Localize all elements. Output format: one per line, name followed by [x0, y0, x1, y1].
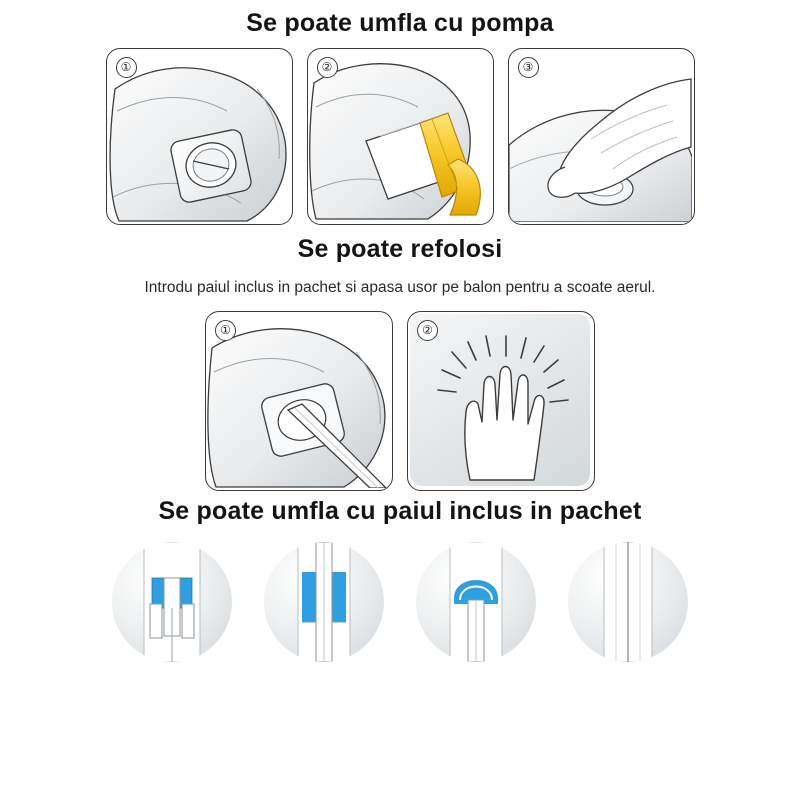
circle-straw-valve-detail-closed: [568, 542, 688, 662]
section-title-reuse: Se poate refolosi: [297, 235, 503, 263]
circle-straw-valve-detail-open: [112, 542, 232, 662]
step-number-badge: ②: [317, 57, 338, 78]
valve-detail-open-illustration: [112, 542, 232, 662]
hand-press-valve-illustration: [509, 49, 692, 222]
panel-valve-closeup: [106, 48, 293, 225]
step-number-badge: ②: [417, 320, 438, 341]
panel-pump-nozzle-insert: [307, 48, 494, 225]
reuse-steps-row: [0, 311, 800, 491]
valve-detail-inserted-illustration: [264, 542, 384, 662]
straw-into-valve-illustration: [206, 312, 390, 488]
section-title-pump: Se poate umfla cu pompa: [246, 9, 554, 37]
panel-hand-press-deflate: [407, 311, 595, 491]
panel-straw-into-valve: [205, 311, 393, 491]
pump-steps-row: [0, 48, 800, 225]
straw-detail-row: [0, 542, 800, 662]
circle-straw-valve-detail-inserted: [264, 542, 384, 662]
valve-detail-closed-illustration: [568, 542, 688, 662]
step-number-badge: ①: [116, 57, 137, 78]
step-number-badge: ③: [518, 57, 539, 78]
step-number-badge: ①: [215, 320, 236, 341]
section-title-straw: Se poate umfla cu paiul inclus in pachet: [158, 497, 642, 525]
reuse-description: Introdu paiul inclus in pachet si apasa usor pe balon pentru a scoate aerul.: [144, 279, 656, 296]
hand-press-deflate-illustration: [408, 312, 592, 488]
valve-detail-sealing-illustration: [416, 542, 536, 662]
valve-closeup-illustration: [107, 49, 290, 222]
pump-nozzle-illustration: [308, 49, 491, 222]
circle-straw-valve-detail-sealing: [416, 542, 536, 662]
panel-hand-press-valve: [508, 48, 695, 225]
